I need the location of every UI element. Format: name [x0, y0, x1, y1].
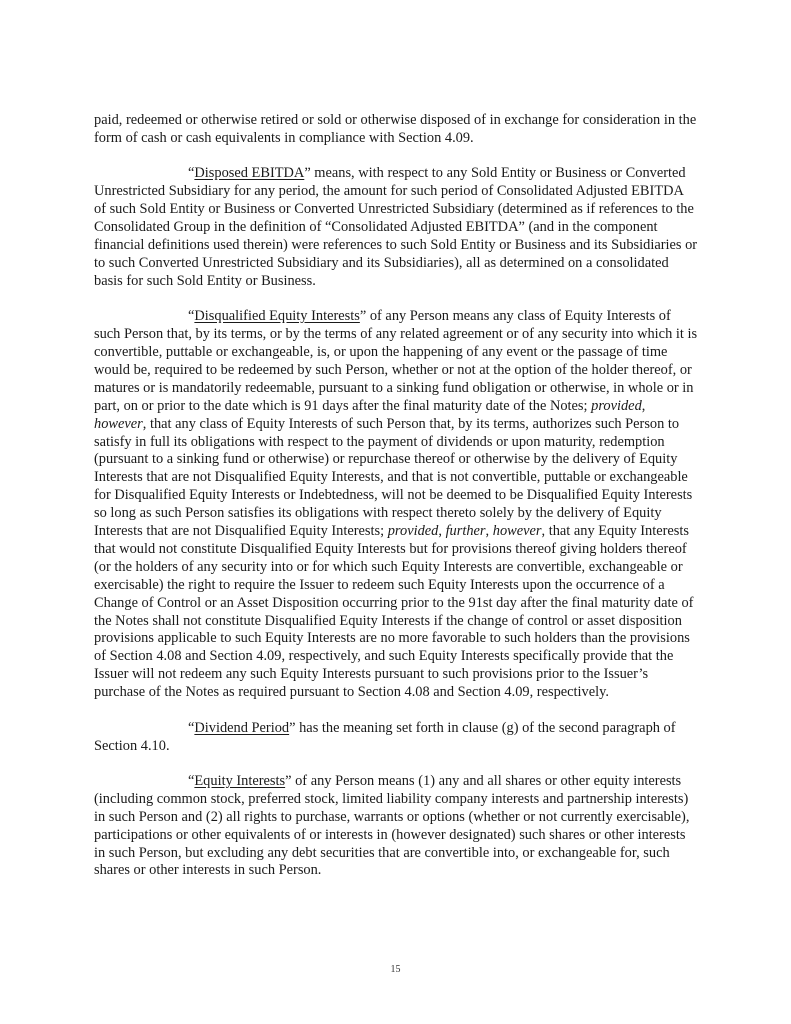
definition-text: ) of the second paragraph of Section 4.10. — [94, 719, 676, 754]
italic-proviso: however — [94, 415, 143, 432]
clause-letter: g — [506, 719, 514, 736]
page-number: 15 — [390, 964, 401, 975]
paragraph-continuation — [94, 112, 698, 148]
italic-proviso: however — [492, 523, 542, 540]
definition-equity-interests — [94, 773, 698, 880]
definition-text: ” of any Person means (1) any and all shares or other equity interests (including common stock, preferred stock, limited liability company interests and partnership interests) in such Person and (2) all rights to purchase, warrants or options (whether or not currently exercisable), participations or other equivalents of or interests in (however designated) such shares or other interests in such Person, but excluding any debt securities that are convertible into, or exchangeable for, such shares or other interests in such Person. — [94, 772, 690, 879]
definition-text: ” of any Person means any class of Equity Interests of such Person that, by its terms, or by the terms of any related agreement or of any security into which it is convertible, puttable or exchangeable, is, or upon the happening of any event or the passage of time would be, required to be redeemed by such Person, whether or not at the option of the holder thereof, or matures or is mandatorily redeemable, pursuant to a sinking fund obligation or otherwise, in whole or in part, on or prior to the date which is 91 days after the final maturity date of the Notes; — [94, 308, 698, 414]
definition-text: , that any class of Equity Interests of such Person that, by its terms, authorizes such Person to satisfy in full its obligations with respect to the payment of dividends or upon maturity, redemption (pursuant to a sinking fund or otherwise) or repurchase thereof or otherwise by the delivery of Equity Interests that are not Disqualified Equity Interests, and that is not convertible, puttable or exchangeable for Disqualified Equity Interests or Indebtedness, will not be deemed to be Disqualified Equity Interests so long as such Person satisfies its obligations with respect thereto solely by the delivery of Equity Interests that are not Disqualified Equity Interests; — [94, 415, 693, 540]
separator: , — [485, 523, 493, 540]
italic-proviso: provided — [591, 397, 642, 414]
defined-term: Disposed EBITDA — [194, 165, 305, 182]
definition-disqualified-equity-interests — [94, 308, 698, 702]
open-quote: “ — [188, 165, 195, 182]
definition-dividend-period — [94, 720, 698, 756]
defined-term: Equity Interests — [194, 772, 286, 789]
italic-proviso: further — [445, 523, 486, 540]
defined-term: Dividend Period — [194, 719, 290, 736]
defined-term: Disqualified Equity Interests — [194, 308, 360, 325]
paragraph-text: paid, redeemed or otherwise retired or sold or otherwise disposed of in exchange for consideration in the form of cash or cash equivalents in compliance with Section 4.09. — [94, 112, 697, 146]
definition-text: ” means, with respect to any Sold Entity or Business or Converted Unrestricted Subsidiary for any period, the amount for such period of Consolidated Adjusted EBITDA of such Sold Entity or Business or Converted Unrestricted Subsidiary (determined as if references to the Consolidated Group in the definition of “Consolidated Adjusted EBITDA” (and in the component financial definitions used therein) were references to such Sold Entity or Business and its Subsidiaries or to such Converted Unrestricted Subsidiary and its Subsidiaries), all as determined on a consolidated basis for such Sold Entity or Business. — [94, 165, 698, 289]
italic-proviso: provided — [387, 523, 439, 540]
definition-text: ” has the meaning set forth in clause ( — [289, 719, 507, 736]
separator: , — [438, 523, 446, 540]
open-quote: “ — [188, 308, 195, 325]
definition-disposed-ebitda — [94, 165, 698, 290]
open-quote: “ — [188, 772, 195, 789]
document-page — [94, 112, 698, 898]
open-quote: “ — [188, 719, 195, 736]
definition-text: , that any Equity Interests that would not constitute Disqualified Equity Interests but for provisions thereof giving holders thereof (or the holders of any security into or for which such Equity Interests are convertible, exchangeable or exercisable) the right to require the Issuer to redeem such Equity Interests upon the occurrence of a Change of Control or an Asset Disposition occurring prior to the 91st day after the final maturity date of the Notes shall not constitute Disqualified Equity Interests if the change of control or asset disposition provisions applicable to such Equity Interests are no more favorable to such holders than the provisions of Section 4.08 and Section 4.09, respectively, and such Equity Interests specifically provide that the Issuer will not redeem any such Equity Interests pursuant to such provisions prior to the Issuer’s purchase of the Notes as required pursuant to Section 4.08 and Section 4.09, respectively. — [94, 523, 694, 701]
separator: , — [641, 397, 646, 414]
